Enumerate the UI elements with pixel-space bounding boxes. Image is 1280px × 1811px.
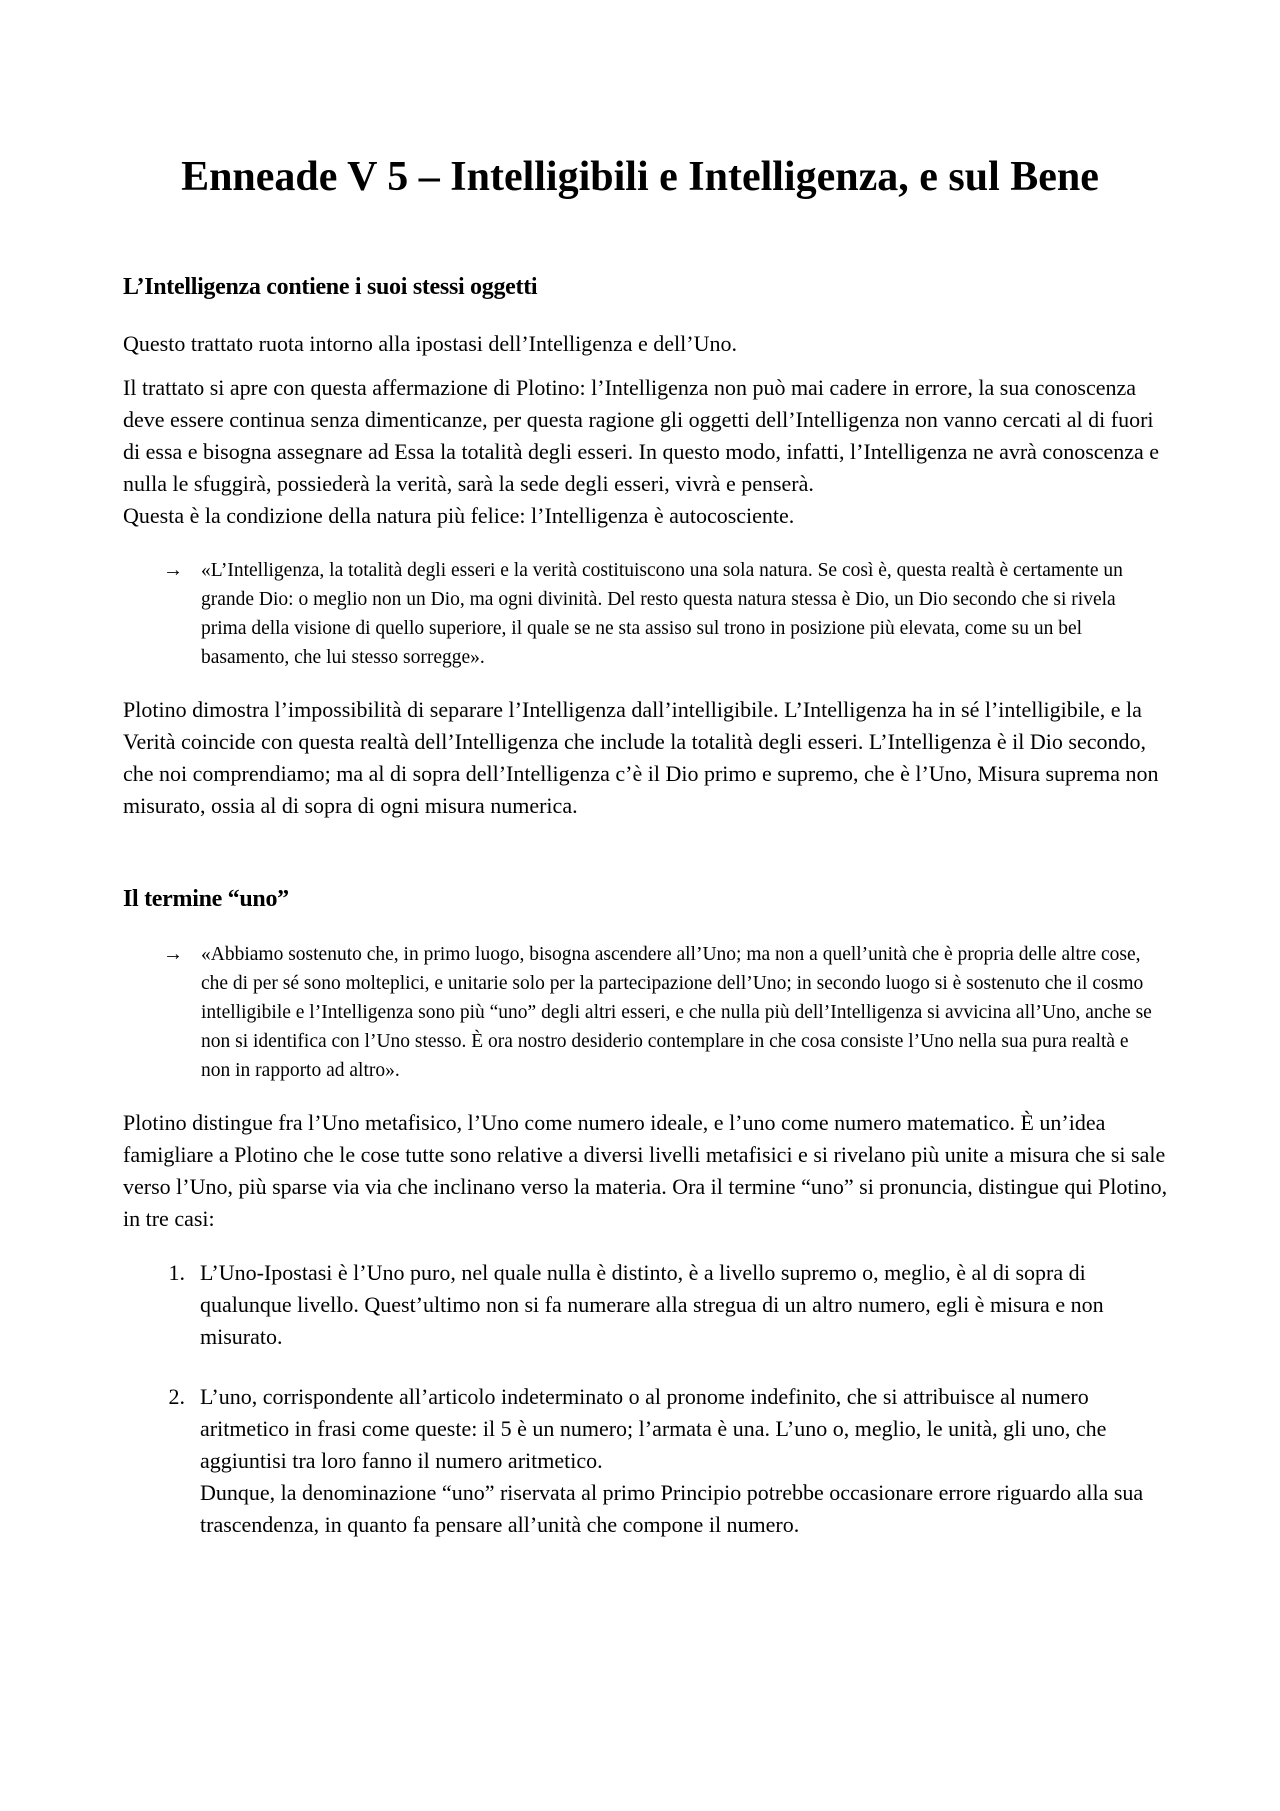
list-item-text: L’Uno-Ipostasi è l’Uno puro, nel quale nulla è distinto, è a livello supremo o, meglio, è al di sopra di qualunque livello. Quest’ultimo non si fa numerare alla stregua di un altro numero, egli è misura e non misurato. (200, 1260, 1104, 1349)
arrow-right-icon: → (163, 559, 183, 581)
section-termine-uno (123, 884, 1173, 1541)
block-quote (163, 940, 1173, 1085)
section-spacer (123, 834, 1173, 884)
list-item-text: L’uno, corrispondente all’articolo indeterminato o al pronome indefinito, che si attribuisce al numero aritmetico in frasi come queste: il 5 è un numero; l’armata è una. L’uno o, meglio, le unità, gli uno, che aggiuntisi tra loro fanno il numero aritmetico. Dunque, la denominazione “uno” riservata al primo Principio potrebbe occasionare errore riguardo alla sua trascendenza, in quanto fa pensare all’unità che compone il numero. (200, 1384, 1144, 1537)
paragraph: Plotino dimostra l’impossibilità di separare l’Intelligenza dall’intelligibile. L’Intelligenza ha in sé l’intelligibile, e la Verità coincide con questa realtà dell’Intelligenza che include la totalità degli esseri. L’Intelligenza è il Dio secondo, che noi comprendiamo; ma al di sopra dell’Intelligenza c’è il Dio primo e supremo, che è l’Uno, Misura suprema non misurato, ossia al di sopra di ogni misura numerica. (123, 697, 1159, 818)
paragraph: Plotino distingue fra l’Uno metafisico, l’Uno come numero ideale, e l’uno come numero matematico. È un’idea famigliare a Plotino che le cose tutte sono relative a diversi livelli metafisici e si rivelano più unite a misura che si sale verso l’Uno, più sparse via via che inclinano verso la materia. Ora il termine “uno” si pronuncia, distingue qui Plotino, in tre casi: (123, 1110, 1168, 1231)
quote-text: «Abbiamo sostenuto che, in primo luogo, bisogna ascendere all’Uno; ma non a quell’unità che è propria delle altre cose, che di per sé sono molteplici, e unitarie solo per la partecipazione dell’Uno; in secondo luogo si è sostenuto che il cosmo intelligibile e l’Intelligenza sono più “uno” degli altri esseri, e che nulla più dell’Intelligenza si avvicina all’Uno, anche se non si identifica con l’Uno stesso. È ora nostro desiderio contemplare in che cosa consiste l’Uno nella sua pura realtà e non in rapporto ad altro». (201, 944, 1152, 1081)
quote-text: «L’Intelligenza, la totalità degli esseri e la verità costituiscono una sola natura. Se così è, questa realtà è certamente un grande Dio: o meglio non un Dio, ma ogni divinità. Del resto questa natura stessa è Dio, un Dio secondo che si rivela prima della visione di quello superiore, il quale se ne sta assiso sul trono in posizione più elevata, come su un bel basamento, che lui stesso sorregge». (201, 560, 1123, 668)
paragraph: Il trattato si apre con questa affermazione di Plotino: l’Intelligenza non può mai cadere in errore, la sua conoscenza deve essere continua senza dimenticanze, per questa ragione gli oggetti dell’Intelligenza non vanno cercati al di fuori di essa e bisogna assegnare ad Essa la totalità degli esseri. In questo modo, infatti, l’Intelligenza ne avrà conoscenza e nulla le sfuggirà, possiederà la verità, sarà la sede degli esseri, vivrà e penserà. Questa è la condizione della natura più felice: l’Intelligenza è autocosciente. (123, 375, 1160, 528)
document-body (123, 272, 1173, 1569)
list-item (123, 1381, 1173, 1541)
list-number: 2. (168, 1384, 185, 1409)
section-heading: Il termine “uno” (123, 886, 289, 912)
section-heading: L’Intelligenza contiene i suoi stessi oggetti (123, 274, 538, 300)
document-title: Enneade V 5 – Intelligibili e Intelligenza, e sul Bene (181, 154, 1099, 200)
arrow-right-icon: → (163, 943, 183, 965)
block-quote (163, 556, 1173, 672)
section-intelligenza (123, 272, 1173, 822)
numbered-list (123, 1257, 1173, 1541)
list-item (123, 1257, 1173, 1353)
paragraph: Questo trattato ruota intorno alla ipostasi dell’Intelligenza e dell’Uno. (123, 331, 737, 356)
list-number: 1. (168, 1260, 185, 1285)
